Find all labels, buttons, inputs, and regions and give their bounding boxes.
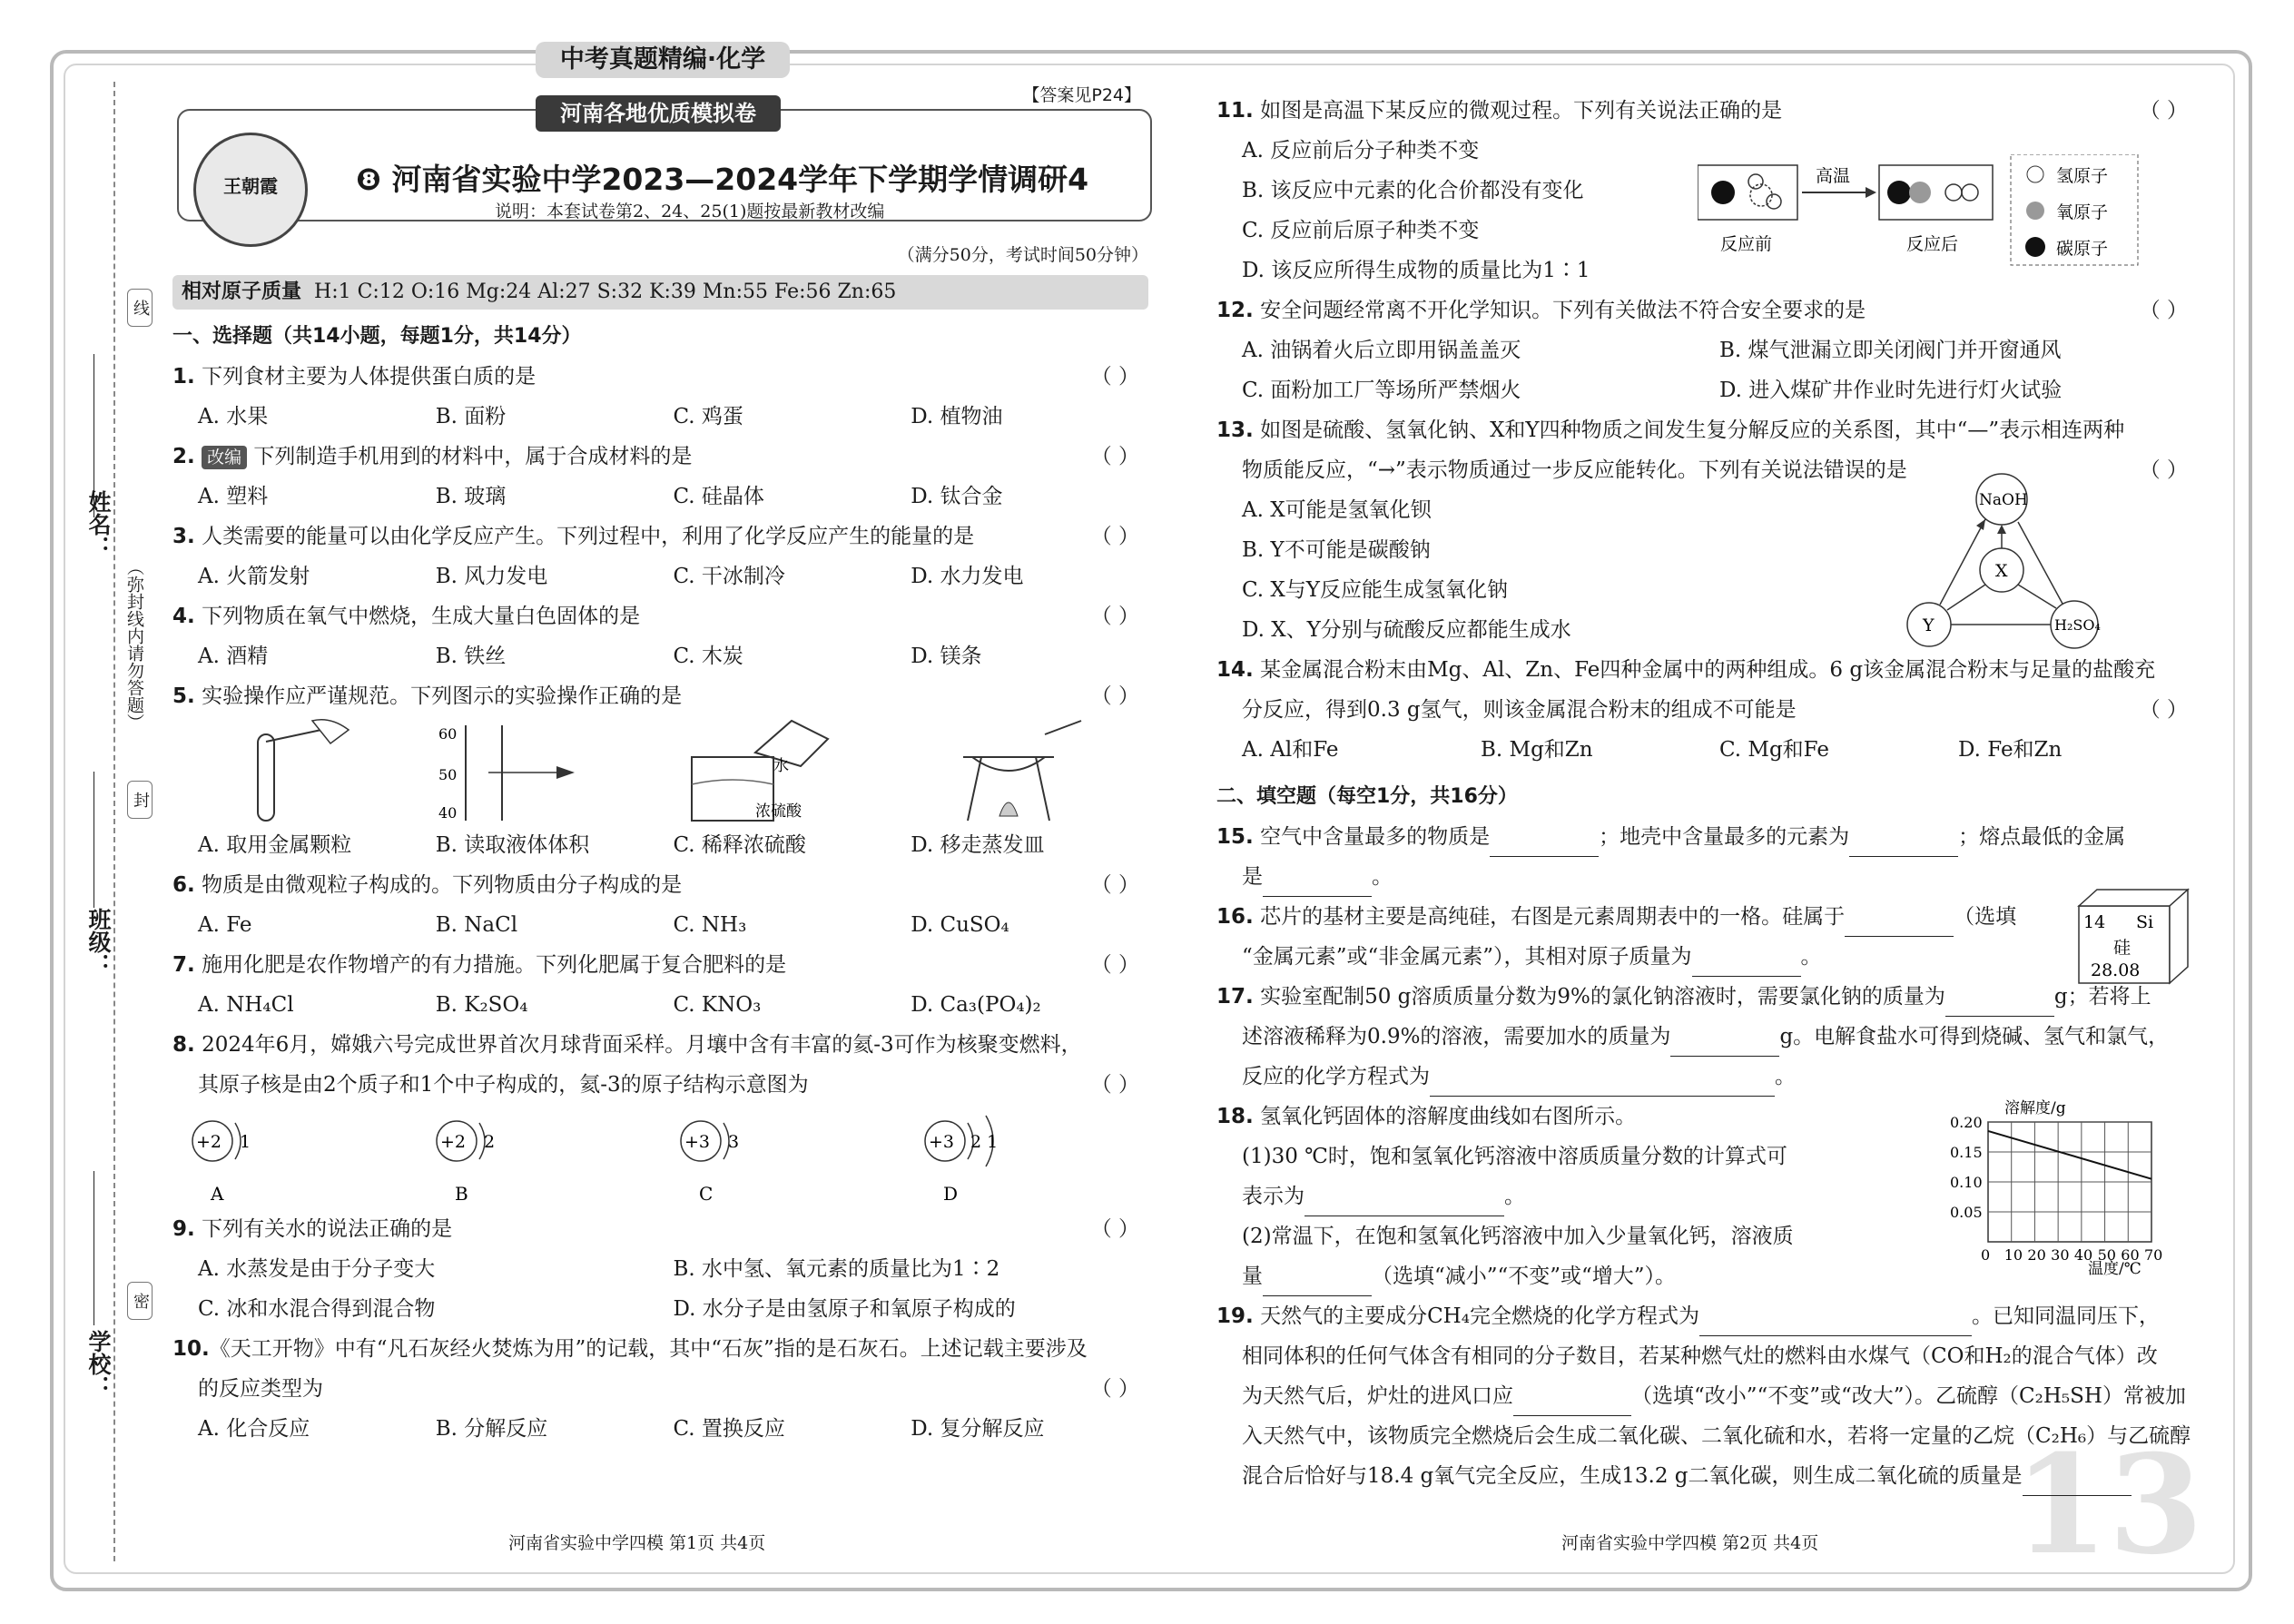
svg-text:Y: Y	[1923, 615, 1935, 635]
footer-right: 河南省实验中学四模 第2页 共4页	[1561, 1533, 1819, 1553]
svg-text:碳原子: 碳原子	[2056, 239, 2109, 259]
question-6: 6. 物质是由微观粒子构成的。下列物质由分子构成的是 （ ）	[172, 873, 1139, 897]
blank[interactable]	[1699, 1310, 1972, 1336]
question-16-line2: “金属元素”或“非金属元素”），其相对原子质量为 。	[1216, 937, 2197, 977]
seal-note: （弥封线内请勿答题）	[124, 558, 144, 731]
question-4-options: A. 酒精 B. 铁丝 C. 木炭 D. 镁条	[198, 645, 982, 668]
figure-cylinder-reading	[420, 716, 656, 825]
q11-option-c: C. 反应前后原子种类不变	[1242, 219, 1480, 242]
reaction-micro-diagram	[1698, 154, 2188, 272]
question-17-line3: 反应的化学方程式为 。	[1216, 1057, 2197, 1097]
blank[interactable]	[1490, 831, 1599, 857]
blank[interactable]	[1845, 910, 1954, 937]
question-10-line2: 的反应类型为 （ ）	[198, 1377, 1139, 1401]
y-axis-label: 溶解度/g	[2004, 1099, 2066, 1117]
x-tick-label: 20	[2027, 1246, 2046, 1264]
question-8-line2: 其原子核是由2个质子和1个中子构成的，氦-3的原子结构示意图为 （ ）	[198, 1073, 1139, 1097]
brand-seal-icon: 王朝霞	[193, 133, 308, 247]
question-2-options: A. 塑料 B. 玻璃 C. 硅晶体 D. 钛合金	[198, 485, 1003, 508]
atom-diagram-c	[665, 1105, 901, 1209]
blank[interactable]	[1849, 831, 1958, 857]
svg-text:氧原子: 氧原子	[2056, 202, 2109, 222]
question-10-options: A. 化合反应 B. 分解反应 C. 置换反应 D. 复分解反应	[198, 1417, 1045, 1441]
question-7: 7. 施用化肥是农作物增产的有力措施。下列化肥属于复合肥料的是 （ ）	[172, 953, 1139, 977]
question-11: 11. 如图是高温下某反应的微观过程。下列有关说法正确的是 （ ）	[1216, 99, 2188, 123]
svg-text:+3: +3	[684, 1132, 710, 1152]
y-tick-label: 0.05	[1950, 1204, 1983, 1221]
svg-text:Si: Si	[2136, 912, 2154, 932]
section-fill-title: 二、填空题（每空1分，共16分）	[1216, 785, 1518, 808]
q18-part2: (2)常温下，在饱和氢氧化钙溶液中加入少量氧化钙，溶液质	[1242, 1225, 1794, 1248]
revised-tag: 改编	[202, 446, 247, 469]
blank[interactable]	[1670, 1030, 1779, 1057]
blank[interactable]	[1263, 871, 1372, 897]
x-tick-label: 30	[2051, 1246, 2070, 1264]
figure-dilute-acid	[665, 716, 901, 825]
q18-part2-line2: 量 （选填“减小”“不变”或“增大”）。	[1216, 1256, 2197, 1296]
question-19: 19. 天然气的主要成分CH₄完全燃烧的化学方程式为 。已知同温同压下，	[1216, 1296, 2197, 1336]
exam-note: 说明：本套试卷第2、24、25(1)题按最新教材改编	[495, 202, 885, 221]
question-14: 14. 某金属混合粉末由Mg、Al、Zn、Fe四种金属中的两种组成。6 g该金属混合粉末与足量的盐酸充	[1216, 658, 2156, 682]
question-9: 9. 下列有关水的说法正确的是 （ ）	[172, 1217, 1139, 1241]
svg-text:2: 2	[484, 1132, 496, 1152]
q13-option-c: C. X与Y反应能生成氢氧化钠	[1242, 578, 1508, 602]
y-tick-label: 0.20	[1950, 1114, 1983, 1131]
question-2: 2. 改编 下列制造手机用到的材料中，属于合成材料的是 （ ）	[172, 445, 1139, 468]
seal-marker-secret: 密	[127, 1282, 153, 1320]
q18-part1-line2: 表示为 。	[1216, 1176, 2197, 1216]
q13-option-d: D. X、Y分别与硫酸反应都能生成水	[1242, 618, 1571, 642]
blank[interactable]	[2023, 1470, 2132, 1496]
question-10: 10.《天工开物》中有“凡石灰经火焚炼为用”的记载，其中“石灰”指的是石灰石。上述记载主要涉及	[172, 1337, 1088, 1361]
svg-text:X: X	[1995, 561, 2008, 581]
atom-diagram-d	[909, 1105, 1145, 1209]
school-label: 学校：	[85, 1330, 112, 1398]
svg-text:60: 60	[438, 725, 458, 743]
solubility-curve	[1988, 1131, 2151, 1179]
periodic-cell-si	[2074, 888, 2192, 988]
svg-text:浓硫酸: 浓硫酸	[754, 802, 802, 821]
y-tick-label: 0.15	[1950, 1144, 1983, 1161]
class-label: 班级：	[85, 908, 112, 976]
question-16: 16. 芯片的基材主要是高纯硅，右图是元素周期表中的一格。硅属于 （选填	[1216, 897, 2197, 937]
question-1: 1. 下列食材主要为人体提供蛋白质的是 （ ）	[172, 365, 1139, 389]
figure-evaporating-dish	[909, 716, 1145, 825]
q11-option-b: B. 该反应中元素的化合价都没有变化	[1242, 179, 1584, 202]
q19-line3: 为天然气后，炉灶的进风口应 （选填“改小”“不变”或“改大”）。乙硫醇（C₂H₅SH）常被加	[1216, 1376, 2197, 1416]
svg-text:H₂SO₄: H₂SO₄	[2054, 616, 2101, 634]
question-12-options-2: C. 面粉加工厂等场所严禁烟火 D. 进入煤矿井作业时先进行灯火试验	[1242, 379, 2063, 402]
y-tick-label: 0.10	[1950, 1174, 1983, 1191]
left-column	[172, 85, 1148, 1449]
svg-text:反应后: 反应后	[1906, 234, 1959, 254]
atom-diagram-b	[420, 1105, 656, 1209]
q19-line5: 混合后恰好与18.4 g氧气完全反应，生成13.2 g二氧化碳，则生成二氧化硫的质量是	[1216, 1456, 2197, 1496]
q11-option-d: D. 该反应所得生成物的质量比为1∶1	[1242, 259, 1590, 282]
footer-left: 河南省实验中学四模 第1页 共4页	[508, 1533, 766, 1553]
question-1-options: A. 水果 B. 面粉 C. 鸡蛋 D. 植物油	[198, 405, 1003, 428]
svg-text:D: D	[942, 1183, 958, 1205]
blank[interactable]	[1430, 1070, 1775, 1097]
x-tick-label: 10	[2004, 1246, 2023, 1264]
name-label: 姓名：	[85, 490, 112, 558]
blank[interactable]	[1513, 1390, 1631, 1416]
svg-text:反应前: 反应前	[1720, 234, 1773, 254]
svg-text:2 1: 2 1	[970, 1132, 998, 1152]
question-14-options: A. Al和Fe B. Mg和Zn C. Mg和Fe D. Fe和Zn	[1242, 738, 2063, 762]
question-7-options: A. NH₄Cl B. K₂SO₄ C. KNO₃ D. Ca₃(PO₄)₂	[198, 993, 1041, 1017]
atomic-mass-bar: 相对原子质量 H:1 C:12 O:16 Mg:24 Al:27 S:32 K:39 Mn:55 Fe:56 Zn:65	[172, 275, 1148, 310]
question-14-line2: 分反应，得到0.3 g氢气，则该金属混合粉末的组成不可能是 （ ）	[1242, 698, 2188, 722]
question-17-line2: 述溶液稀释为0.9%的溶液，需要加水的质量为 g。电解食盐水可得到烧碱、氢气和氯气，	[1216, 1017, 2197, 1057]
question-11-block	[1216, 91, 2197, 290]
svg-text:+2: +2	[196, 1132, 222, 1152]
exam-title: ❽ 河南省实验中学2023—2024学年下学期学情调研4	[356, 162, 1089, 197]
question-8-atoms	[172, 1105, 1148, 1209]
svg-text:40: 40	[438, 804, 458, 822]
q19-line4: 入天然气中，该物质完全燃烧后会生成二氧化碳、二氧化硫和水，若将一定量的乙烷（C₂H₆）与乙硫醇	[1242, 1424, 2191, 1448]
svg-text:+2: +2	[440, 1132, 467, 1152]
svg-text:28.08: 28.08	[2091, 960, 2141, 980]
question-15-line2: 是 。	[1216, 857, 2197, 897]
question-3: 3. 人类需要的能量可以由化学反应产生。下列过程中，利用了化学反应产生的能量的是 （ ）	[172, 525, 1139, 548]
svg-text:50: 50	[438, 766, 458, 783]
q13-option-b: B. Y不可能是碳酸钠	[1242, 538, 1431, 562]
question-18: 18. 氢氧化钙固体的溶解度曲线如右图所示。	[1216, 1105, 1637, 1128]
svg-text:C: C	[698, 1183, 714, 1205]
blank[interactable]	[1305, 1190, 1504, 1216]
page-number: 13	[2013, 1425, 2203, 1585]
svg-text:1: 1	[240, 1132, 251, 1152]
exam-category-ribbon: 河南各地优质模拟卷	[536, 95, 781, 132]
x-tick-label: 70	[2144, 1246, 2163, 1264]
exam-header	[172, 85, 1148, 236]
svg-text:14: 14	[2083, 912, 2106, 932]
question-17: 17. 实验室配制50 g溶质质量分数为9%的氯化钠溶液时，需要氯化钠的质量为 g；若将上	[1216, 977, 2197, 1017]
svg-text:NaOH: NaOH	[1979, 491, 2028, 509]
q13-option-a: A. X可能是氢氧化钡	[1242, 498, 1432, 522]
question-6-options: A. Fe B. NaCl C. NH₃ D. CuSO₄	[198, 913, 1009, 937]
question-5-figures	[172, 716, 1148, 825]
q18-part1: (1)30 ℃时，饱和氢氧化钙溶液中溶质质量分数的计算式可	[1242, 1145, 1787, 1168]
q11-option-a: A. 反应前后分子种类不变	[1242, 139, 1480, 162]
x-tick-label: 40	[2073, 1246, 2093, 1264]
section-choice-title: 一、选择题（共14小题，每题1分，共14分）	[172, 325, 582, 348]
svg-text:氢原子: 氢原子	[2056, 166, 2109, 186]
blank[interactable]	[1263, 1270, 1372, 1296]
svg-text:水: 水	[773, 757, 789, 775]
blank[interactable]	[1945, 990, 2054, 1017]
q19-line2: 相同体积的任何气体含有相同的分子数目，若某种燃气灶的燃料由水煤气（CO和H₂的混合气体）改	[1242, 1344, 2158, 1368]
question-8: 8. 2024年6月，嫦娥六号完成世界首次月球背面采样。月壤中含有丰富的氦-3可作为核聚变燃料，	[172, 1033, 1082, 1057]
x-tick-label: 0	[1981, 1246, 1991, 1264]
svg-text:硅: 硅	[2113, 938, 2132, 958]
answer-reference: 【答案见P24】	[1022, 85, 1141, 105]
solubility-chart	[1915, 1097, 2188, 1278]
question-15: 15. 空气中含量最多的物质是 ；地壳中含量最多的元素为 ；熔点最低的金属	[1216, 817, 2197, 857]
question-4: 4. 下列物质在氧气中燃烧，生成大量白色固体的是 （ ）	[172, 605, 1139, 628]
reaction-relation-diagram	[1902, 472, 2102, 654]
x-tick-label: 60	[2121, 1246, 2140, 1264]
seal-marker-seal: 封	[127, 781, 153, 819]
question-13-line2: 物质能反应，“→”表示物质通过一步反应能转化。下列有关说法错误的是 （ ）	[1242, 458, 2188, 482]
score-time: （满分50分，考试时间50分钟）	[897, 245, 1148, 265]
right-column	[1216, 91, 2197, 1496]
question-16-block	[1216, 897, 2197, 980]
series-title: 中考真题精编·化学	[536, 42, 790, 78]
atom-diagram-a	[176, 1105, 412, 1209]
question-12: 12. 安全问题经常离不开化学知识。下列有关做法不符合安全要求的是 （ ）	[1216, 299, 2188, 322]
x-axis-label: 温度/℃	[2088, 1260, 2141, 1278]
svg-text:3: 3	[727, 1132, 739, 1152]
svg-text:+3: +3	[928, 1132, 954, 1152]
question-5-options: A. 取用金属颗粒 B. 读取液体体积 C. 稀释浓硫酸 D. 移走蒸发皿	[198, 833, 1045, 857]
seal-marker-line: 线	[127, 289, 153, 327]
svg-text:B: B	[455, 1183, 468, 1205]
svg-text:A: A	[211, 1183, 224, 1205]
blank[interactable]	[1692, 950, 1801, 977]
question-13-block	[1216, 410, 2197, 650]
question-3-options: A. 火箭发射 B. 风力发电 C. 干冰制冷 D. 水力发电	[198, 565, 1024, 588]
question-9-options-1: A. 水蒸发是由于分子变大 B. 水中氢、氧元素的质量比为1∶2	[198, 1257, 1000, 1281]
question-9-options-2: C. 冰和水混合得到混合物 D. 水分子是由氢原子和氧原子构成的	[198, 1297, 1016, 1321]
question-12-options-1: A. 油锅着火后立即用锅盖盖灭 B. 煤气泄漏立即关闭阀门并开窗通风	[1242, 339, 2062, 362]
x-tick-label: 50	[2097, 1246, 2116, 1264]
question-18-block	[1216, 1097, 2197, 1296]
svg-text:高温: 高温	[1816, 166, 1851, 186]
question-5: 5. 实验操作应严谨规范。下列图示的实验操作正确的是 （ ）	[172, 684, 1139, 708]
figure-test-tube	[176, 716, 412, 825]
question-13: 13. 如图是硫酸、氢氧化钠、X和Y四种物质之间发生复分解反应的关系图，其中“—”表示相连两种	[1216, 418, 2125, 442]
